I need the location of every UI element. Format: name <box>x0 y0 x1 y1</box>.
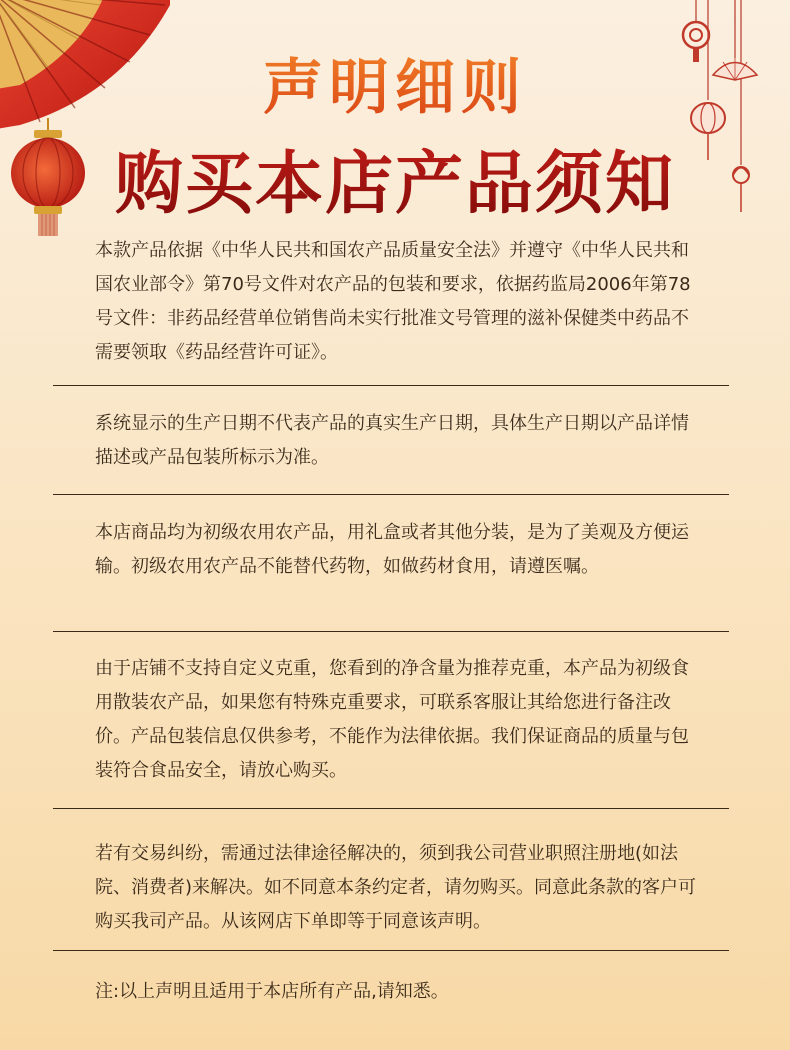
divider <box>53 808 729 809</box>
notice-paragraph-agricultural-product: 本店商品均为初级农用农产品，用礼盒或者其他分装，是为了美观及方便运输。初级农用农产品不能替代药物，如做药材食用，请遵医嘱。 <box>95 522 689 577</box>
page-title: 声明细则 <box>0 40 790 126</box>
notice-footnote: 注:以上声明且适用于本店所有产品,请知悉。 <box>95 981 449 1002</box>
page-subtitle: 购买本店产品须知 <box>0 130 790 227</box>
notice-paragraph-law: 本款产品依据《中华人民共和国农产品质量安全法》并遵守《中华人民共和国农业部令》第70号文件对农产品的包装和要求，依据药监局2006年第78号文件：非药品经营单位销售尚未实行批准文号管理的滋补保健类中药品不需要领取《药品经营许可证》。 <box>95 240 691 363</box>
notice-paragraph-net-weight: 由于店铺不支持自定义克重，您看到的净含量为推荐克重，本产品为初级食用散装农产品，如果您有特殊克重要求，可联系客服让其给您进行备注改价。产品包装信息仅供参考，不能作为法律依据。我们保证商品的质量与包装符合食品安全，请放心购买。 <box>95 658 689 781</box>
notice-paragraph-production-date: 系统显示的生产日期不代表产品的真实生产日期，具体生产日期以产品详情描述或产品包装所标示为准。 <box>95 413 689 468</box>
divider <box>53 385 729 386</box>
notice-paragraph-dispute: 若有交易纠纷，需通过法律途径解决的，须到我公司营业职照注册地(如法院、消费者)来解决。如不同意本条约定者，请勿购买。同意此条款的客户可购买我司产品。从该网店下单即等于同意该声明。 <box>95 843 697 932</box>
divider <box>53 950 729 951</box>
divider <box>53 631 729 632</box>
divider <box>53 494 729 495</box>
